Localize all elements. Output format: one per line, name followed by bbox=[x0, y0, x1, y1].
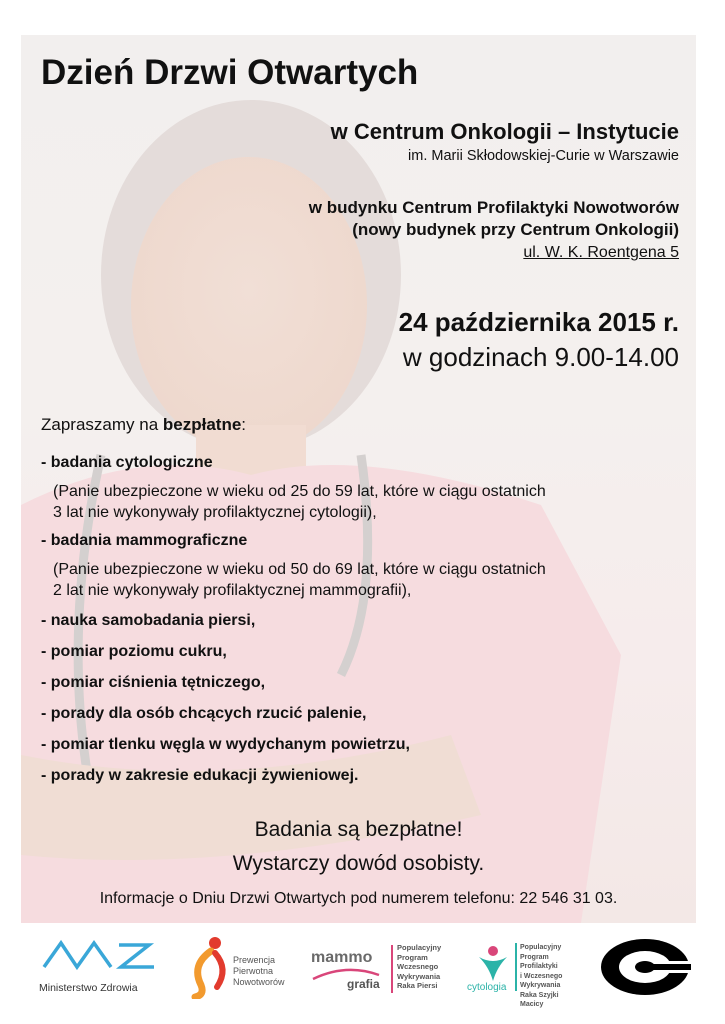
building-block bbox=[309, 197, 679, 262]
list-item: - pomiar tlenku węgla w wydychanym powietrzu, bbox=[41, 736, 410, 753]
service-note-line-2: 3 lat nie wykonywały profilaktycznej cytologii), bbox=[53, 504, 377, 521]
service-label: - badania cytologiczne bbox=[41, 454, 213, 471]
id-notice: Wystarczy dowód osobisty. bbox=[232, 852, 485, 875]
cyto-prog-line-1: Populacyjny bbox=[520, 944, 562, 951]
ministry-label: Ministerstwo Zdrowia bbox=[39, 982, 138, 994]
mammo-prog-line-3: Wczesnego bbox=[397, 962, 439, 971]
list-item: - pomiar ciśnienia tętniczego, bbox=[41, 674, 266, 691]
page-title: Dzień Drzwi Otwartych bbox=[41, 53, 419, 92]
phone-info: Informacje o Dniu Drzwi Otwartych pod numerem telefonu: 22 546 31 03. bbox=[99, 890, 618, 907]
invite-text bbox=[41, 415, 246, 435]
centrum-onkologii-logo bbox=[599, 935, 691, 1005]
mammo-word: mammo bbox=[311, 949, 373, 966]
service-label: - badania mammograficzne bbox=[41, 532, 248, 549]
poster bbox=[21, 35, 696, 923]
mammo-program-text bbox=[397, 943, 441, 991]
institution-name: w Centrum Onkologii – Instytucie bbox=[330, 119, 679, 144]
building-line-2: (nowy budynek przy Centrum Onkologii) bbox=[352, 220, 679, 239]
mammo-prog-line-5: Raka Piersi bbox=[397, 981, 438, 990]
list-item bbox=[41, 531, 681, 601]
cyto-prog-line-3: i Wczesnego bbox=[520, 972, 563, 980]
prewencja-logo bbox=[181, 935, 291, 1005]
co-logo-icon bbox=[599, 935, 691, 999]
invite-bold: bezpłatne bbox=[162, 415, 242, 434]
list-item: - porady dla osób chcących rzucić palenie, bbox=[41, 705, 367, 722]
services-list bbox=[41, 453, 681, 786]
institution-subtitle: im. Marii Skłodowskiej-Curie w Warszawie bbox=[408, 148, 679, 164]
invite-suffix: : bbox=[241, 415, 247, 434]
free-notice: Badania są bezpłatne! bbox=[254, 818, 463, 841]
service-note-line-1: (Panie ubezpieczone w wieku od 25 do 59 lat, które w ciągu ostatnich bbox=[53, 483, 546, 500]
mammo-prog-line-1: Populacyjny bbox=[397, 943, 442, 952]
service-note-line-2: 2 lat nie wykonywały profilaktycznej mammografii), bbox=[53, 582, 412, 599]
building-line-1: w budynku Centrum Profilaktyki Nowotworów bbox=[308, 198, 679, 217]
address: ul. W. K. Roentgena 5 bbox=[523, 244, 679, 261]
cyto-word: cytologia bbox=[467, 982, 507, 993]
prewencja-figure-icon bbox=[181, 935, 236, 999]
list-item: - nauka samobadania piersi, bbox=[41, 612, 256, 629]
cytologia-logo bbox=[467, 935, 582, 1008]
logos-row bbox=[21, 935, 696, 1008]
mammo-divider bbox=[391, 945, 393, 993]
prewencja-line-3: Nowotworów bbox=[233, 977, 285, 987]
event-date: 24 października 2015 r. bbox=[398, 307, 679, 337]
mammo-prog-line-2: Program bbox=[397, 952, 428, 962]
service-note-line-1: (Panie ubezpieczone w wieku od 50 do 69 lat, które w ciągu ostatnich bbox=[53, 561, 546, 578]
mammo-prog-line-4: Wykrywania bbox=[397, 971, 441, 981]
cytologia-figure-icon bbox=[473, 943, 513, 983]
list-item: - porady w zakresie edukacji żywieniowej. bbox=[41, 767, 359, 784]
ministry-logo bbox=[39, 935, 169, 1005]
prewencja-line-1: Prewencja bbox=[233, 955, 276, 965]
ministry-mz-icon bbox=[39, 935, 169, 975]
grafia-word: grafia bbox=[347, 977, 380, 991]
date-block bbox=[399, 307, 679, 373]
invite-prefix: Zapraszamy na bbox=[41, 415, 163, 434]
mammografia-logo bbox=[311, 935, 456, 1005]
list-item: - pomiar poziomu cukru, bbox=[41, 643, 227, 660]
cyto-prog-line-5: Raka Szyjki Macicy bbox=[520, 991, 559, 1008]
prewencja-line-2: Pierwotna bbox=[233, 966, 274, 976]
cyto-divider bbox=[515, 943, 517, 991]
cyto-program-text bbox=[520, 943, 582, 1010]
event-hours: w godzinach 9.00-14.00 bbox=[402, 342, 679, 372]
cyto-prog-line-4: Wykrywania bbox=[520, 982, 561, 989]
cyto-prog-line-2: Program Profilaktyki bbox=[520, 953, 558, 970]
institution-block bbox=[331, 119, 679, 164]
list-item bbox=[41, 453, 681, 523]
prewencja-text bbox=[233, 955, 285, 988]
